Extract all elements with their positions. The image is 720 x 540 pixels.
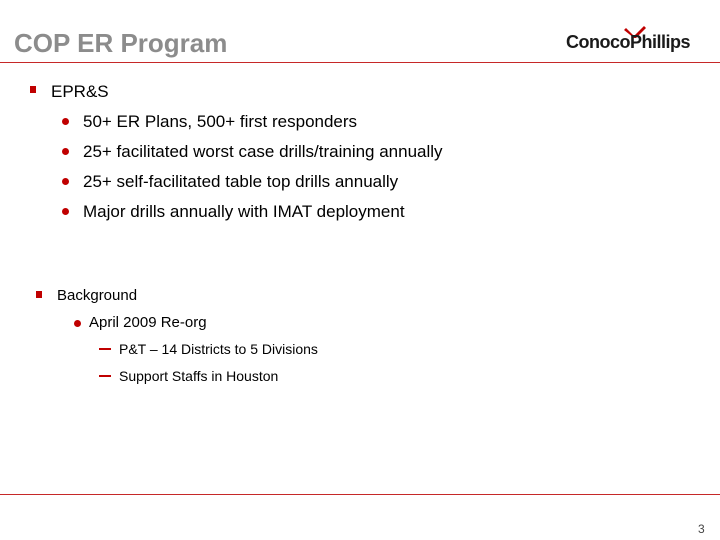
section-heading-background: Background [57,287,138,304]
list-item: P&T – 14 Districts to 5 Divisions [119,341,318,357]
page-number: 3 [698,522,705,536]
bullet-dot-icon [62,118,69,125]
dash-bullet-icon [99,375,111,377]
bullet-dot-icon [62,178,69,185]
bottom-divider [0,494,720,495]
list-item: April 2009 Re-org [89,314,207,331]
list-item: Major drills annually with IMAT deployment [83,202,405,221]
bullet-dot-icon [62,148,69,155]
list-item: Support Staffs in Houston [119,368,279,384]
top-divider [0,62,720,63]
bullet-dot-icon [62,208,69,215]
square-bullet-icon [36,291,42,298]
slide-title: COP ER Program [14,28,228,58]
company-logo [566,24,706,58]
bullet-dot-icon [74,320,81,327]
list-item: 25+ facilitated worst case drills/training annually [83,142,443,161]
list-item: 50+ ER Plans, 500+ first responders [83,112,358,131]
section-heading-eprs: EPR&S [51,82,109,101]
logo-text: ConocoPhillips [566,32,691,52]
square-bullet-icon [30,86,36,93]
dash-bullet-icon [99,348,111,350]
list-item: 25+ self-facilitated table top drills annually [83,172,399,191]
